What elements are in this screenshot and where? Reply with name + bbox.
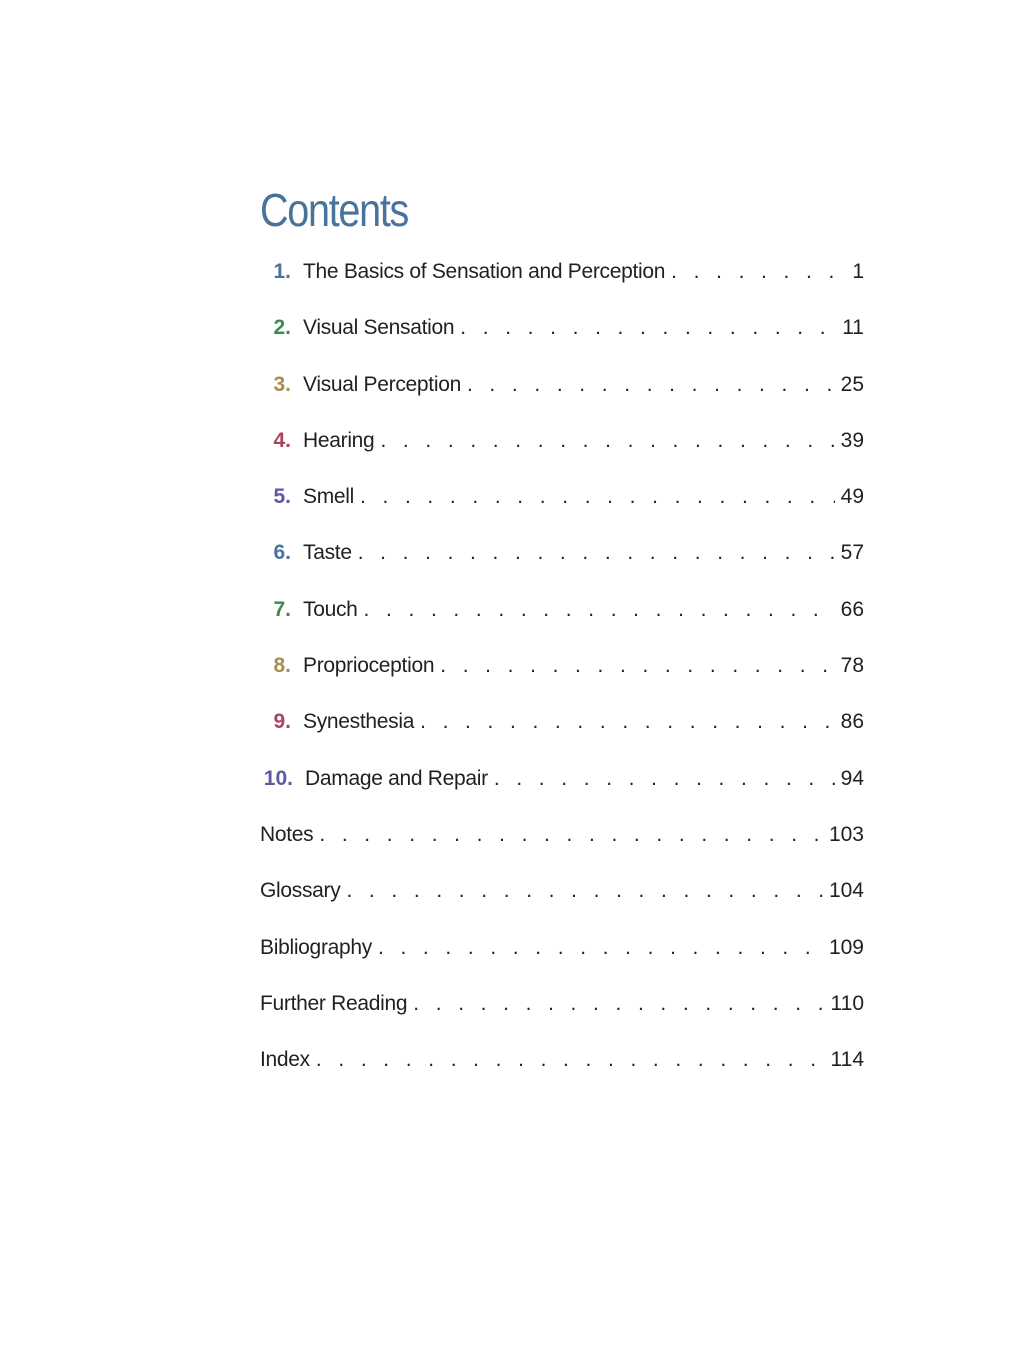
dot-leader xyxy=(440,644,834,688)
dot-leader xyxy=(460,306,836,350)
section-title: Notes xyxy=(260,822,314,846)
chapter-title: Proprioception xyxy=(303,654,435,678)
toc-entry-chapter-6[interactable] xyxy=(260,531,864,587)
page-number: 66 xyxy=(840,597,864,621)
chapter-number: 6. xyxy=(273,541,291,565)
chapter-title: Synesthesia xyxy=(303,710,415,734)
toc-entry-chapter-1[interactable] xyxy=(260,250,864,306)
page-number: 109 xyxy=(828,935,864,959)
chapter-number: 8. xyxy=(273,654,291,678)
page-number: 1 xyxy=(852,260,864,283)
chapter-number: 1. xyxy=(273,260,291,283)
chapter-title: Smell xyxy=(303,485,355,509)
dot-leader xyxy=(319,813,823,857)
dot-leader xyxy=(494,757,835,801)
dot-leader xyxy=(380,419,834,463)
section-title: Bibliography xyxy=(260,935,372,959)
chapter-number: 5. xyxy=(273,485,291,509)
dot-leader xyxy=(364,588,835,632)
page-number: 103 xyxy=(828,822,864,846)
dot-leader xyxy=(346,869,823,913)
chapter-number: 3. xyxy=(273,372,291,396)
page-number: 39 xyxy=(840,428,864,452)
table-of-contents xyxy=(260,250,864,1094)
dot-leader xyxy=(671,250,846,294)
page-number: 110 xyxy=(830,991,864,1015)
chapter-number: 10. xyxy=(263,766,293,790)
toc-entry-chapter-2[interactable] xyxy=(260,306,864,362)
chapter-title: Visual Sensation xyxy=(303,316,455,340)
section-title: Further Reading xyxy=(260,991,408,1015)
section-title: Index xyxy=(260,1048,310,1072)
toc-entry-chapter-3[interactable] xyxy=(260,363,864,419)
page-number: 86 xyxy=(840,710,864,734)
dot-leader xyxy=(413,982,824,1026)
page-number: 25 xyxy=(840,372,864,396)
toc-entry-chapter-9[interactable] xyxy=(260,700,864,756)
section-title: Glossary xyxy=(260,879,341,903)
toc-entry-glossary[interactable] xyxy=(260,869,864,925)
chapter-number: 4. xyxy=(273,428,291,452)
chapter-title: Taste xyxy=(303,541,352,565)
dot-leader xyxy=(378,926,823,970)
chapter-title: Damage and Repair xyxy=(305,766,488,790)
chapter-number: 7. xyxy=(273,597,291,621)
page-number: 11 xyxy=(842,316,864,340)
page-number: 94 xyxy=(840,766,864,790)
chapter-title: The Basics of Sensation and Perception xyxy=(303,260,666,283)
dot-leader xyxy=(316,1038,825,1082)
page-number: 78 xyxy=(840,654,864,678)
page-number: 57 xyxy=(840,541,864,565)
dot-leader xyxy=(358,531,835,575)
dot-leader xyxy=(467,363,835,407)
chapter-title: Hearing xyxy=(303,428,375,452)
toc-entry-chapter-4[interactable] xyxy=(260,419,864,475)
toc-entry-chapter-5[interactable] xyxy=(260,475,864,531)
toc-entry-bibliography[interactable] xyxy=(260,926,864,982)
page-number: 49 xyxy=(840,485,864,509)
toc-entry-chapter-7[interactable] xyxy=(260,588,864,644)
chapter-title: Touch xyxy=(303,597,358,621)
chapter-number: 9. xyxy=(273,710,291,734)
toc-entry-index[interactable] xyxy=(260,1038,864,1094)
chapter-title: Visual Perception xyxy=(303,372,461,396)
toc-entry-further-reading[interactable] xyxy=(260,982,864,1038)
page-number: 104 xyxy=(828,879,864,903)
toc-entry-chapter-8[interactable] xyxy=(260,644,864,700)
page-number: 114 xyxy=(830,1048,864,1072)
dot-leader xyxy=(360,475,835,519)
toc-entry-chapter-10[interactable] xyxy=(260,757,864,813)
dot-leader xyxy=(420,700,835,744)
page-title: Contents xyxy=(260,184,409,236)
chapter-number: 2. xyxy=(273,316,291,340)
toc-entry-notes[interactable] xyxy=(260,813,864,869)
